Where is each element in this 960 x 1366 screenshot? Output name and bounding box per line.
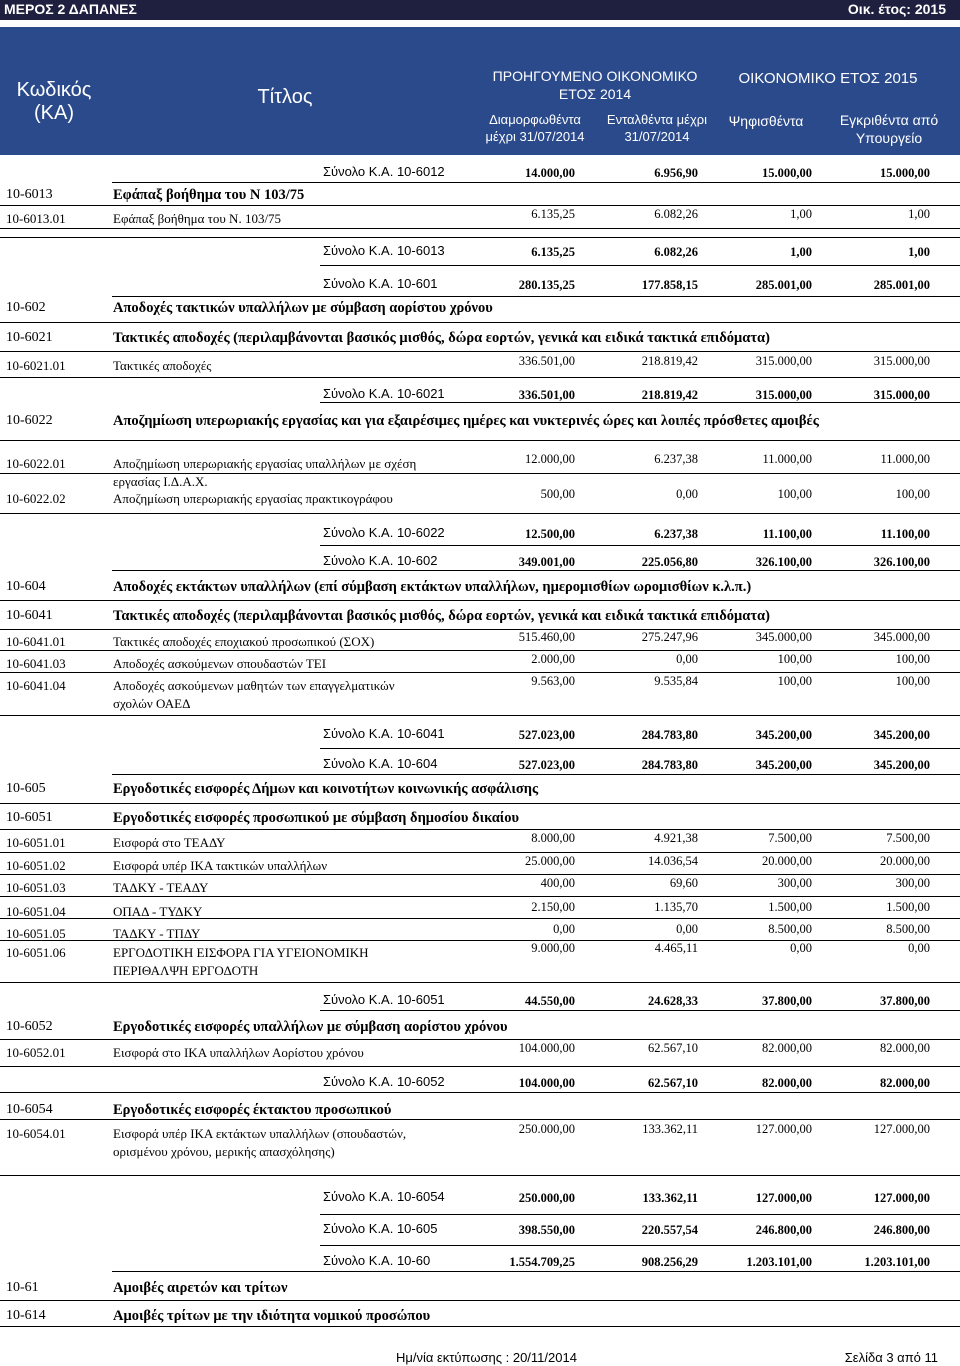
subtotal-amount: 315.000,00	[755, 388, 812, 402]
item-title: Τακτικές αποδοχές	[113, 358, 212, 373]
item-code: 10-6041.01	[6, 634, 66, 649]
section-title: Εργοδοτικές εισφορές υπαλλήλων με σύμβαση αορίστου χρόνου	[113, 1019, 508, 1035]
subtotal-amount: 280.135,25	[518, 278, 575, 292]
fiscal-year: Οικ. έτος: 2015	[847, 1, 946, 17]
row-divider	[112, 570, 960, 571]
item-code: 10-6051.04	[6, 904, 66, 919]
subtotal-amount: 15.000,00	[762, 166, 812, 180]
amount-cell: 133.362,11	[642, 1122, 698, 1136]
amount-cell: 1.500,00	[886, 900, 930, 914]
subtotal-amount: 527.023,00	[518, 728, 575, 742]
amount-cell: 6.082,26	[654, 207, 698, 221]
item-code: 10-6022.01	[6, 456, 66, 471]
subtotal-label: Σύνολο Κ.Α. 10-6052	[323, 1074, 445, 1089]
item-title: Αποδοχές ασκούμενων μαθητών των επαγγελματικών	[113, 678, 395, 693]
subtotal-amount: 104.000,00	[518, 1076, 575, 1090]
amount-cell: 69,60	[669, 876, 698, 890]
amount-cell: 62.567,10	[648, 1041, 698, 1055]
print-date: Ημ/νία εκτύπωσης : 20/11/2014	[396, 1350, 577, 1365]
amount-cell: 336.501,00	[518, 354, 575, 368]
page-number: Σελίδα 3 από 11	[844, 1350, 938, 1365]
item-title-cont: ορισμένου χρόνου, μερικής απασχόλησης)	[113, 1144, 335, 1159]
subtotal-amount: 12.500,00	[525, 527, 575, 541]
row-divider	[0, 1326, 960, 1327]
subtotal-label: Σύνολο Κ.Α. 10-6021	[323, 386, 445, 401]
section-title: Εργοδοτικές εισφορές Δήμων και κοινοτήτων κοινωνικής ασφάλισης	[113, 781, 539, 797]
row-divider	[0, 1175, 960, 1176]
amount-cell: 8.500,00	[886, 922, 930, 936]
row-divider	[320, 1245, 960, 1246]
subtotal-amount: 82.000,00	[880, 1076, 930, 1090]
row-divider	[0, 322, 960, 323]
subtotal-amount: 44.550,00	[525, 994, 575, 1008]
amount-cell: 2.000,00	[531, 652, 575, 666]
row-divider	[0, 205, 960, 206]
row-divider	[0, 650, 960, 651]
row-divider	[0, 672, 960, 673]
row-divider	[320, 748, 960, 749]
row-divider	[0, 715, 960, 716]
subtotal-amount: 908.256,29	[641, 1255, 698, 1269]
amount-cell: 8.000,00	[531, 831, 575, 845]
amount-cell: 9.563,00	[531, 674, 575, 688]
subtotal-amount: 336.501,00	[518, 388, 575, 402]
amount-cell: 104.000,00	[518, 1041, 575, 1055]
subtotal-label: Σύνολο Κ.Α. 10-60	[323, 1253, 431, 1268]
item-title: Εισφορά υπέρ ΙΚΑ τακτικών υπαλλήλων	[113, 858, 328, 873]
amount-cell: 7.500,00	[886, 831, 930, 845]
cur-year-header: ΟΙΚΟΝΟΜΙΚΟ ΕΤΟΣ 2015	[738, 70, 918, 87]
subtotal-amount: 345.200,00	[873, 728, 930, 742]
amount-cell: 1,00	[790, 207, 812, 221]
subtotal-amount: 127.000,00	[755, 1191, 812, 1205]
row-divider	[0, 600, 960, 601]
section-code: 10-6021	[6, 330, 53, 345]
amount-cell: 127.000,00	[873, 1122, 930, 1136]
row-divider	[0, 1066, 960, 1067]
amount-cell: 6.237,38	[654, 452, 698, 466]
code-column-header: Κωδικός (ΚΑ)	[16, 79, 92, 124]
subtotal-amount: 177.858,15	[641, 278, 698, 292]
item-code: 10-6041.03	[6, 656, 66, 671]
item-code: 10-6022.02	[6, 491, 66, 506]
amount-cell: 275.247,96	[641, 630, 698, 644]
subtotal-amount: 225.056,80	[641, 555, 698, 569]
amount-cell: 20.000,00	[762, 854, 812, 868]
row-divider	[0, 1039, 960, 1040]
amount-cell: 14.036,54	[648, 854, 698, 868]
section-code: 10-6013	[6, 187, 53, 202]
item-code: 10-6013.01	[6, 211, 66, 226]
amount-cell: 4.465,11	[654, 941, 698, 955]
subtotal-amount: 11.100,00	[880, 527, 930, 541]
subtotal-amount: 1.203.101,00	[746, 1255, 812, 1269]
row-divider	[0, 237, 960, 238]
subtotal-amount: 11.100,00	[762, 527, 812, 541]
section-code: 10-605	[6, 781, 46, 796]
subtotal-label: Σύνολο Κ.Α. 10-6054	[323, 1189, 445, 1204]
section-title: Αποδοχές εκτάκτων υπαλλήλων (επί σύμβαση εκτάκτων υπαλλήλων, ημερομισθίων ωρομισθίων κ.λ.π.)	[113, 579, 752, 595]
row-divider	[112, 182, 960, 183]
section-title: Εργοδοτικές εισφορές προσωπικού με σύμβαση δημοσίου δικαίου	[113, 810, 520, 826]
amount-cell: 345.000,00	[755, 630, 812, 644]
amount-cell: 100,00	[895, 652, 930, 666]
row-divider	[0, 874, 960, 875]
amount-cell: 0,00	[908, 941, 930, 955]
row-divider	[320, 402, 960, 403]
subtotal-amount: 82.000,00	[762, 1076, 812, 1090]
item-code: 10-6051.02	[6, 858, 66, 873]
subtotal-amount: 14.000,00	[525, 166, 575, 180]
subtotal-amount: 6.956,90	[654, 166, 698, 180]
item-code: 10-6051.05	[6, 926, 66, 941]
subtotal-amount: 62.567,10	[648, 1076, 698, 1090]
section-title: Εργοδοτικές εισφορές έκτακτου προσωπικού	[113, 1102, 392, 1118]
row-divider	[0, 629, 960, 630]
amount-cell: 1.500,00	[768, 900, 812, 914]
row-divider	[0, 377, 960, 378]
subtotal-amount: 218.819,42	[641, 388, 698, 402]
item-title: Εισφορά υπέρ ΙΚΑ εκτάκτων υπαλλήλων (σπουδαστών,	[113, 1126, 407, 1141]
item-title-cont: σχολών ΟΑΕΔ	[113, 696, 191, 711]
subtotal-label: Σύνολο Κ.Α. 10-6051	[323, 992, 445, 1007]
subtotal-amount: 220.557,54	[641, 1223, 698, 1237]
subtotal-amount: 246.800,00	[755, 1223, 812, 1237]
amount-cell: 100,00	[777, 487, 812, 501]
subtotal-label: Σύνολο Κ.Α. 10-605	[323, 1221, 438, 1236]
amount-cell: 100,00	[895, 487, 930, 501]
subtotal-amount: 345.200,00	[755, 728, 812, 742]
amount-cell: 515.460,00	[518, 630, 575, 644]
row-divider	[0, 1119, 960, 1120]
amount-cell: 0,00	[790, 941, 812, 955]
amount-cell: 100,00	[777, 652, 812, 666]
section-code: 10-6054	[6, 1102, 53, 1117]
amount-cell: 315.000,00	[873, 354, 930, 368]
row-divider	[320, 265, 960, 266]
subtotal-amount: 1,00	[790, 245, 812, 259]
amount-cell: 315.000,00	[755, 354, 812, 368]
amount-cell: 400,00	[540, 876, 575, 890]
section-code: 10-602	[6, 300, 46, 315]
item-code: 10-6051.06	[6, 945, 66, 960]
subtotal-amount: 284.783,80	[641, 758, 698, 772]
table-header	[0, 27, 960, 155]
row-divider	[0, 829, 960, 830]
section-title: Αμοιβές τρίτων με την ιδιότητα νομικού προσώπου	[113, 1308, 431, 1324]
subtotal-amount: 127.000,00	[873, 1191, 930, 1205]
amount-cell: 250.000,00	[518, 1122, 575, 1136]
item-title: Αποζημίωση υπερωριακής εργασίας πρακτικογράφου	[113, 491, 393, 506]
amount-cell: 345.000,00	[873, 630, 930, 644]
subtotal-amount: 326.100,00	[873, 555, 930, 569]
item-title: ΕΡΓΟΔΟΤΙΚΗ ΕΙΣΦΟΡΑ ΓΙΑ ΥΓΕΙΟΝΟΜΙΚΗ	[113, 945, 369, 960]
top-bar	[0, 0, 960, 20]
section-code: 10-6052	[6, 1019, 53, 1034]
amount-cell: 6.135,25	[531, 207, 575, 221]
amount-cell: 4.921,38	[654, 831, 698, 845]
row-divider	[0, 440, 960, 441]
amount-cell: 300,00	[895, 876, 930, 890]
amount-cell: 2.150,00	[531, 900, 575, 914]
subtotal-amount: 345.200,00	[873, 758, 930, 772]
amount-cell: 7.500,00	[768, 831, 812, 845]
amount-cell: 218.819,42	[641, 354, 698, 368]
subtotal-amount: 345.200,00	[755, 758, 812, 772]
subtotal-label: Σύνολο Κ.Α. 10-601	[323, 276, 438, 291]
amount-cell: 25.000,00	[525, 854, 575, 868]
section-title: Αμοιβές αιρετών και τρίτων	[113, 1280, 288, 1296]
item-code: 10-6021.01	[6, 358, 66, 373]
amount-cell: 0,00	[676, 487, 698, 501]
item-title: ΤΑΔΚΥ - ΤΠΔΥ	[113, 926, 201, 941]
amount-cell: 127.000,00	[755, 1122, 812, 1136]
item-code: 10-6051.01	[6, 835, 66, 850]
amount-cell: 82.000,00	[880, 1041, 930, 1055]
subtotal-amount: 1.554.709,25	[509, 1255, 575, 1269]
row-divider	[320, 1010, 960, 1011]
item-title-cont: ΠΕΡΙΘΑΛΨΗ ΕΡΓΟΔΟΤΗ	[113, 963, 259, 978]
item-title: ΤΑΔΚΥ - ΤΕΑΔΥ	[113, 880, 209, 895]
prev-year-header: ΠΡΟΗΓΟΥΜΕΝΟ ΟΙΚΟΝΟΜΙΚΟ ΕΤΟΣ 2014	[492, 68, 698, 102]
subtotal-amount: 24.628,33	[648, 994, 698, 1008]
row-divider	[0, 1092, 960, 1093]
amount-cell: 9.535,84	[654, 674, 698, 688]
section-code: 10-604	[6, 579, 46, 594]
row-divider	[0, 852, 960, 853]
amount-cell: 0,00	[676, 652, 698, 666]
section-title: ΜΕΡΟΣ 2 ΔΑΠΑΝΕΣ	[4, 1, 137, 17]
row-divider	[320, 1214, 960, 1215]
subtotal-amount: 15.000,00	[880, 166, 930, 180]
prev-ordered-header: Ενταλθέντα μέχρι 31/07/2014	[606, 112, 708, 144]
amount-cell: 9.000,00	[531, 941, 575, 955]
section-code: 10-61	[6, 1280, 39, 1295]
section-title: Εφάπαξ βοήθημα του Ν 103/75	[113, 187, 305, 203]
section-title: Τακτικές αποδοχές (περιλαμβάνονται βασικός μισθός, δώρα εορτών, γενικά και ειδικά τακτικά επιδόματα)	[113, 330, 770, 346]
voted-header: Ψηφισθέντα	[728, 113, 804, 129]
amount-cell: 300,00	[777, 876, 812, 890]
item-title: Εφάπαξ βοήθημα του Ν. 103/75	[113, 211, 282, 226]
amount-cell: 1,00	[908, 207, 930, 221]
item-code: 10-6054.01	[6, 1126, 66, 1141]
section-title: Τακτικές αποδοχές (περιλαμβάνονται βασικός μισθός, δώρα εορτών, γενικά και ειδικά τακτικά επιδόματα)	[113, 608, 770, 624]
amount-cell: 20.000,00	[880, 854, 930, 868]
amount-cell: 1.135,70	[654, 900, 698, 914]
item-code: 10-6041.04	[6, 678, 66, 693]
subtotal-label: Σύνολο Κ.Α. 10-6022	[323, 525, 445, 540]
item-title: Τακτικές αποδοχές εποχιακού προσωπικού (ΣΟΧ)	[113, 634, 375, 649]
amount-cell: 82.000,00	[762, 1041, 812, 1055]
subtotal-amount: 37.800,00	[762, 994, 812, 1008]
subtotal-label: Σύνολο Κ.Α. 10-6013	[323, 243, 445, 258]
subtotal-amount: 398.550,00	[518, 1223, 575, 1237]
subtotal-amount: 37.800,00	[880, 994, 930, 1008]
section-code: 10-6022	[6, 413, 53, 428]
row-divider	[0, 513, 960, 514]
amount-cell: 8.500,00	[768, 922, 812, 936]
row-divider	[112, 296, 960, 297]
amount-cell: 11.000,00	[762, 452, 812, 466]
amount-cell: 0,00	[553, 922, 575, 936]
section-title: Αποζημίωση υπερωριακής εργασίας και για εξαιρέσιμες ημέρες και νυκτερινές ώρες και λοιπές πρόσθετες αμοιβές	[113, 413, 819, 429]
row-divider	[0, 982, 960, 983]
section-title: Αποδοχές τακτικών υπαλλήλων με σύμβαση αορίστου χρόνου	[113, 300, 493, 316]
row-divider	[320, 545, 960, 546]
amount-cell: 100,00	[777, 674, 812, 688]
subtotal-amount: 285.001,00	[755, 278, 812, 292]
subtotal-amount: 133.362,11	[642, 1191, 698, 1205]
subtotal-label: Σύνολο Κ.Α. 10-602	[323, 553, 438, 568]
title-column-header: Τίτλος	[257, 86, 313, 108]
item-title: Εισφορά στο ΤΕΑΔΥ	[113, 835, 226, 850]
section-code: 10-6051	[6, 810, 53, 825]
subtotal-label: Σύνολο Κ.Α. 10-6041	[323, 726, 445, 741]
amount-cell: 500,00	[540, 487, 575, 501]
row-divider	[0, 228, 960, 229]
section-code: 10-614	[6, 1308, 46, 1323]
subtotal-amount: 6.135,25	[531, 245, 575, 259]
amount-cell: 11.000,00	[880, 452, 930, 466]
item-title: ΟΠΑΔ - ΤΥΔΚΥ	[113, 904, 203, 919]
item-code: 10-6051.03	[6, 880, 66, 895]
item-title: Εισφορά στο ΙΚΑ υπαλλήλων Αορίστου χρόνου	[113, 1045, 364, 1060]
subtotal-amount: 349.001,00	[518, 555, 575, 569]
item-title-cont: εργασίας Ι.Δ.Α.Χ.	[113, 474, 208, 489]
row-divider	[112, 774, 960, 775]
subtotal-amount: 246.800,00	[873, 1223, 930, 1237]
subtotal-amount: 326.100,00	[755, 555, 812, 569]
page-footer	[0, 1350, 960, 1366]
subtotal-label: Σύνολο Κ.Α. 10-604	[323, 756, 438, 771]
subtotal-amount: 285.001,00	[873, 278, 930, 292]
subtotal-amount: 527.023,00	[518, 758, 575, 772]
row-divider	[0, 351, 960, 352]
subtotal-amount: 284.783,80	[641, 728, 698, 742]
row-divider	[0, 803, 960, 804]
subtotal-amount: 1.203.101,00	[864, 1255, 930, 1269]
row-divider	[0, 896, 960, 897]
subtotal-label: Σύνολο Κ.Α. 10-6012	[323, 164, 445, 179]
section-code: 10-6041	[6, 608, 53, 623]
subtotal-amount: 6.082,26	[654, 245, 698, 259]
item-title: Αποζημίωση υπερωριακής εργασίας υπαλλήλων με σχέση	[113, 456, 417, 471]
subtotal-amount: 6.237,38	[654, 527, 698, 541]
amount-cell: 100,00	[895, 674, 930, 688]
item-code: 10-6052.01	[6, 1045, 66, 1060]
subtotal-amount: 1,00	[908, 245, 930, 259]
item-title: Αποδοχές ασκούμενων σπουδαστών ΤΕΙ	[113, 656, 327, 671]
amount-cell: 12.000,00	[525, 452, 575, 466]
approved-header: Εγκριθέντα από Υπουργείο	[839, 112, 939, 146]
row-divider	[112, 1271, 960, 1272]
prev-formed-header: Διαμορφωθέντα μέχρι 31/07/2014	[485, 112, 585, 144]
subtotal-amount: 315.000,00	[873, 388, 930, 402]
subtotal-amount: 250.000,00	[518, 1191, 575, 1205]
row-divider	[0, 1300, 960, 1301]
amount-cell: 0,00	[676, 922, 698, 936]
